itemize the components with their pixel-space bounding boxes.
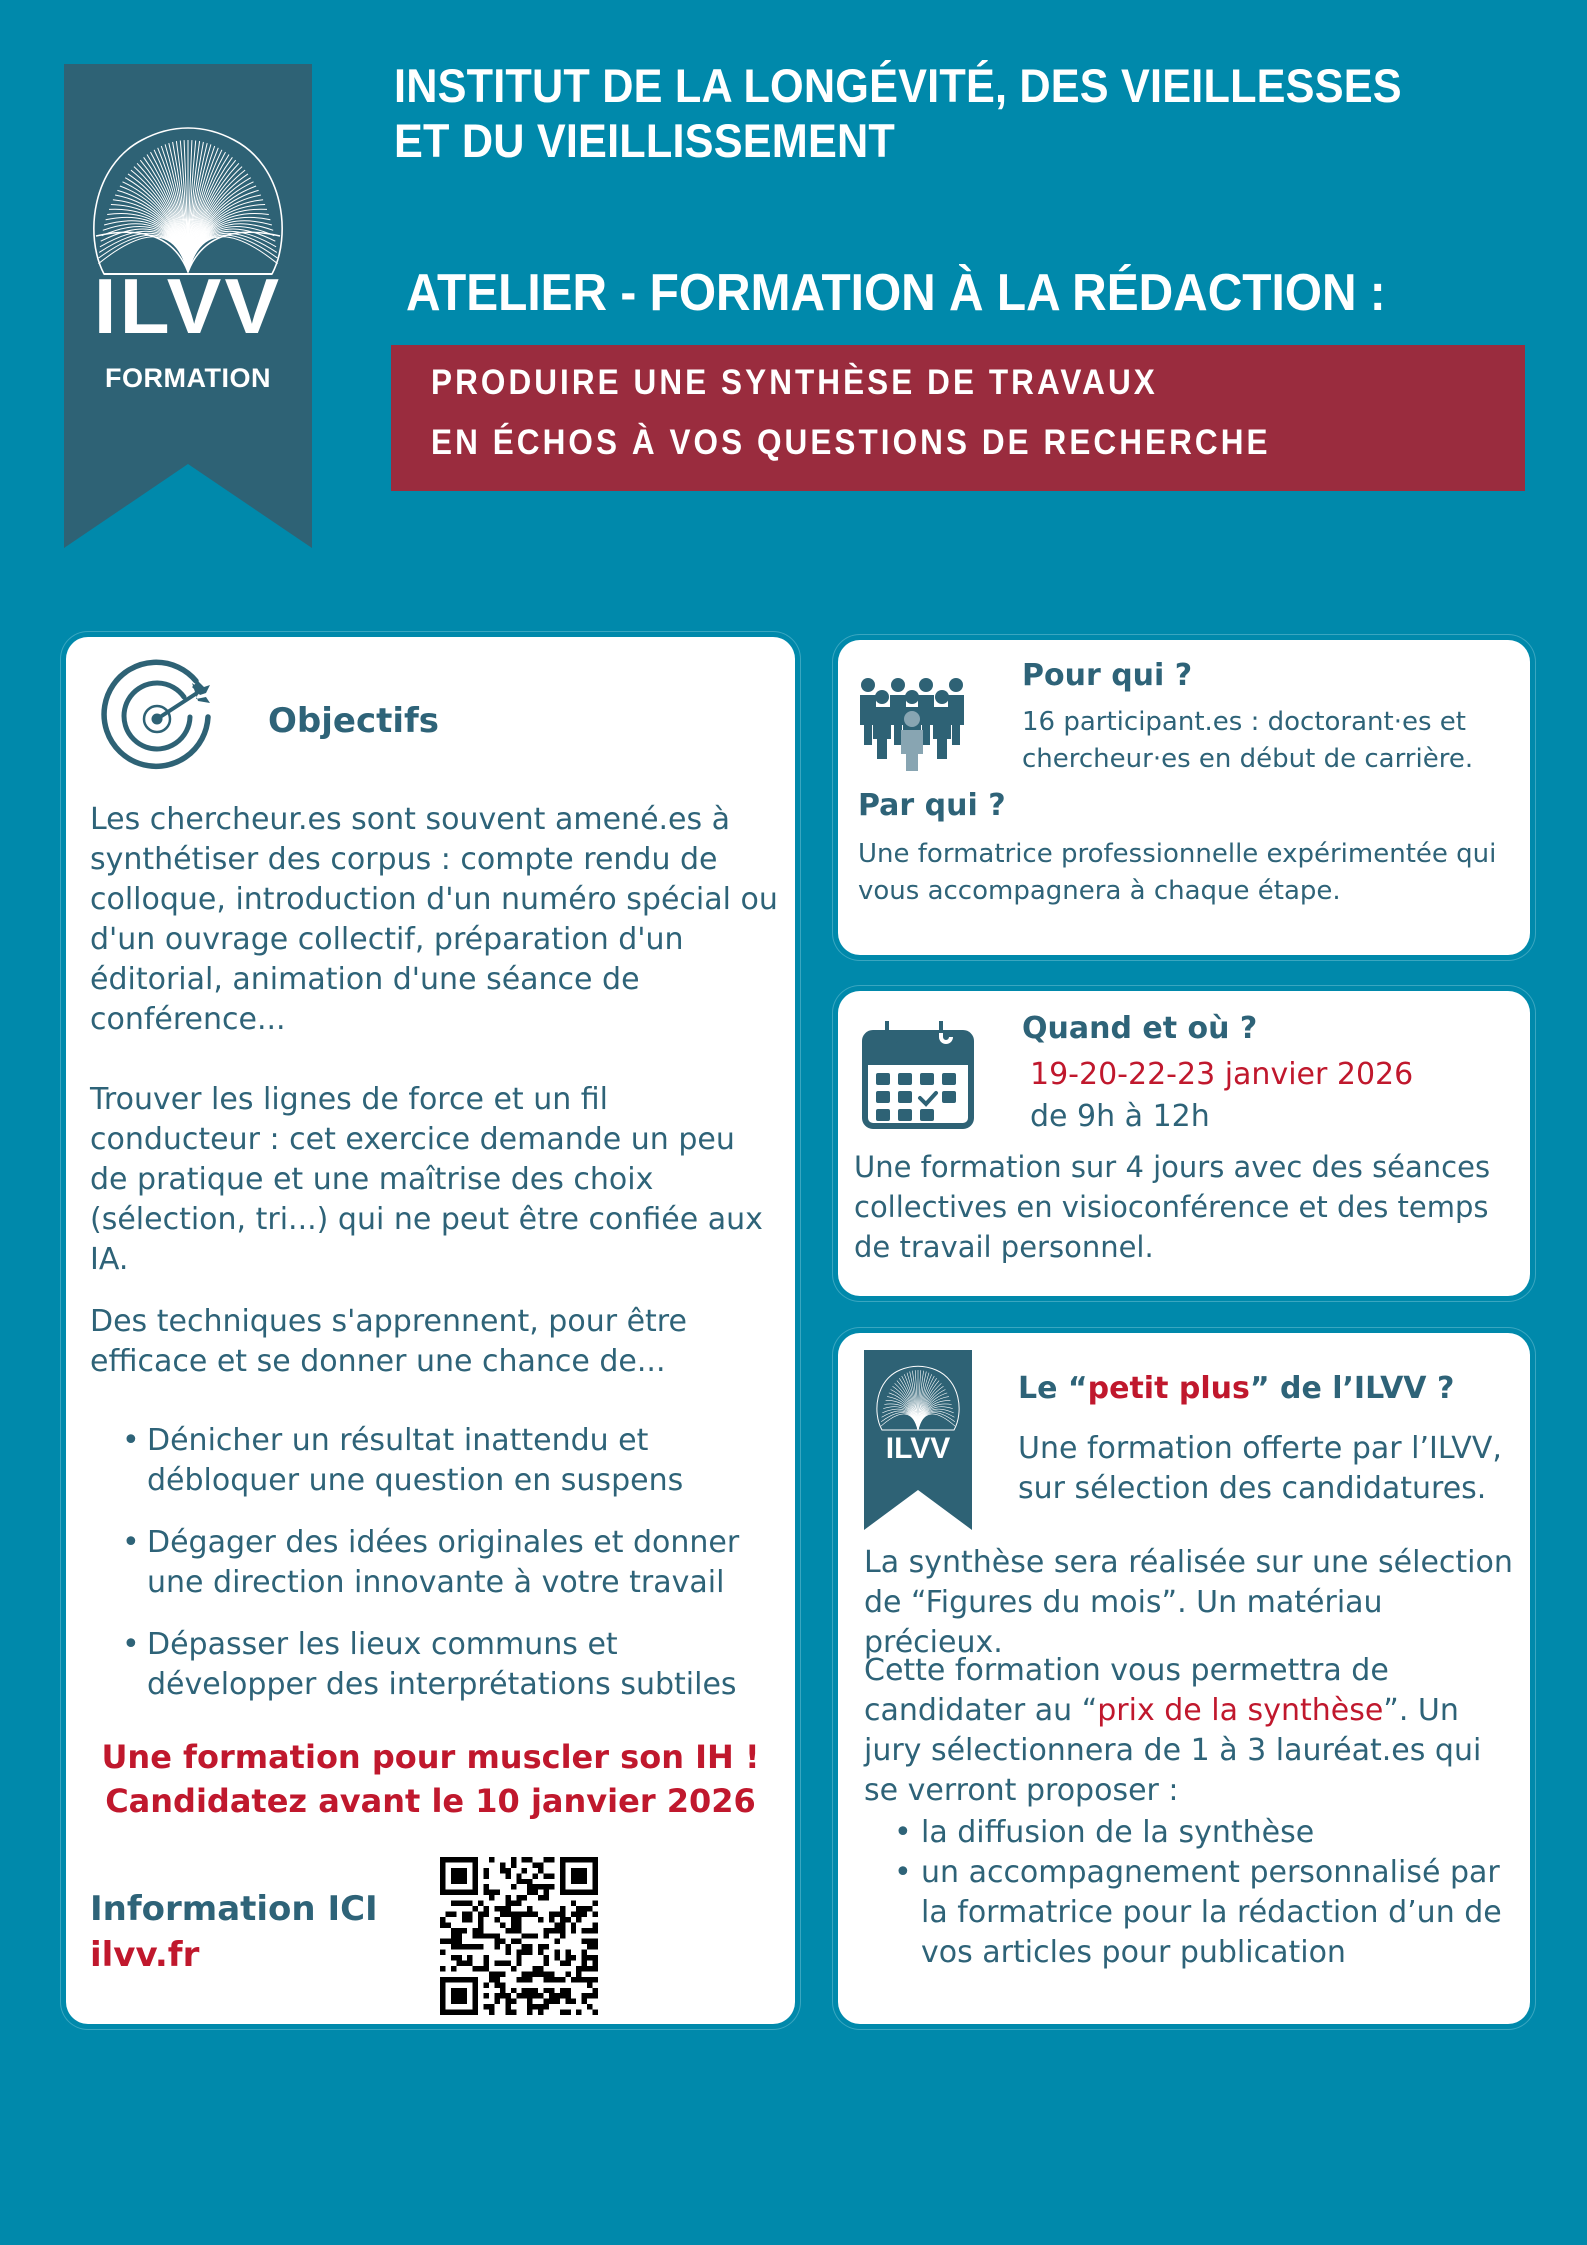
website-link[interactable]: ilvv.fr bbox=[90, 1935, 200, 1975]
list-item: • Dénicher un résultat inattendu et débloquer une question en suspens bbox=[90, 1421, 790, 1501]
prix-highlight: prix de la synthèse bbox=[1097, 1693, 1384, 1728]
petit-plus-text-1: Une formation offerte par l’ILVV, sur sélection des candidatures. bbox=[1018, 1431, 1502, 1506]
list-item: • Dégager des idées originales et donner une direction innovante à votre travail bbox=[90, 1523, 790, 1603]
title-prefix: Le “ bbox=[1018, 1371, 1088, 1406]
session-hours: de 9h à 12h bbox=[1030, 1099, 1210, 1134]
calendar-check-icon bbox=[862, 1019, 974, 1129]
pour-qui-card bbox=[838, 640, 1530, 955]
brand-name: ILVV bbox=[93, 262, 283, 350]
quand-description: Une formation sur 4 jours avec des séances collectives en visioconférence et des temps de travail personnel. bbox=[854, 1150, 1491, 1264]
information-label: Information ICI bbox=[90, 1889, 378, 1929]
objectifs-title: Objectifs bbox=[268, 701, 440, 741]
fan-tree-logo-icon bbox=[92, 126, 284, 276]
target-icon bbox=[100, 659, 216, 775]
ilvv-formation-ribbon bbox=[64, 64, 312, 548]
list-item: • Dépasser les lieux communs et développer des interprétations subtiles bbox=[90, 1625, 790, 1705]
qr-code-icon[interactable] bbox=[440, 1857, 598, 2015]
objectifs-card bbox=[66, 637, 795, 2024]
institute-title-line1: INSTITUT DE LA LONGÉVITÉ, DES VIEILLESSES bbox=[394, 59, 1402, 112]
quand-et-ou-card bbox=[838, 991, 1530, 1296]
atelier-title: ATELIER - FORMATION À LA RÉDACTION : bbox=[406, 264, 1386, 322]
petit-plus-card bbox=[838, 1333, 1530, 2024]
pour-qui-title: Pour qui ? bbox=[1022, 658, 1193, 693]
mini-brand-text: ILVV bbox=[885, 1432, 951, 1465]
banner-line2: EN ÉCHOS À VOS QUESTIONS DE RECHERCHE bbox=[431, 423, 1271, 462]
petit-plus-text-3 bbox=[864, 1651, 1524, 1811]
session-dates: 19-20-22-23 janvier 2026 bbox=[1030, 1057, 1414, 1092]
petit-plus-text-2: La synthèse sera réalisée sur une sélection de “Figures du mois”. Un matériau précieux. bbox=[864, 1545, 1513, 1660]
objectifs-bullet-list bbox=[90, 1421, 790, 1727]
institute-title bbox=[394, 58, 1452, 168]
pour-qui-text: 16 participant.es : doctorant·es et chercheur·es en début de carrière. bbox=[1022, 707, 1474, 774]
list-item: • la diffusion de la synthèse bbox=[864, 1813, 1524, 1853]
call-to-action bbox=[66, 1735, 795, 1823]
title-highlight: petit plus bbox=[1087, 1371, 1250, 1406]
brand-subtitle: FORMATION bbox=[105, 363, 271, 393]
text3-prefix: Cette formation vous permettra de candidater au “ bbox=[864, 1653, 1389, 1728]
banner-line1: PRODUIRE UNE SYNTHÈSE DE TRAVAUX bbox=[431, 363, 1158, 402]
par-qui-text: Une formatrice professionnelle expérimentée qui vous accompagnera à chaque étape. bbox=[858, 839, 1497, 906]
petit-plus-bullet-list bbox=[864, 1813, 1524, 1973]
petit-plus-title bbox=[1018, 1371, 1454, 1406]
quand-title: Quand et où ? bbox=[1022, 1011, 1258, 1046]
cta-line2: Candidatez avant le 10 janvier 2026 bbox=[105, 1782, 756, 1820]
cta-line1: Une formation pour muscler son IH ! bbox=[101, 1738, 760, 1776]
objectifs-paragraph-3: Des techniques s'apprennent, pour être efficace et se donner une chance de... bbox=[90, 1304, 687, 1379]
objectifs-paragraph-2: Trouver les lignes de force et un fil conducteur : cet exercice demande un peu de pratique et une maîtrise des choix (sélection, tri...) qui ne peut être confiée aux IA. bbox=[90, 1082, 763, 1277]
text3-suffix: ”. Un jury sélectionnera de 1 à 3 lauréat.es qui se verront proposer : bbox=[864, 1693, 1482, 1808]
people-group-icon bbox=[858, 675, 966, 771]
institute-title-line2: ET DU VIEILLISSEMENT bbox=[394, 114, 895, 167]
ilvv-ribbon-icon bbox=[864, 1350, 972, 1530]
title-suffix: ” de l’ILVV ? bbox=[1249, 1371, 1455, 1406]
list-item: • un accompagnement personnalisé par la formatrice pour la rédaction d’un de vos articles pour publication bbox=[864, 1853, 1524, 1973]
objectifs-paragraph-1: Les chercheur.es sont souvent amené.es à synthétiser des corpus : compte rendu de colloque, introduction d'un numéro spécial ou d'un ouvrage collectif, préparation d'un éditorial, animation d'une séance de conférence... bbox=[90, 802, 778, 1037]
par-qui-title: Par qui ? bbox=[858, 788, 1006, 823]
subtitle-banner bbox=[391, 345, 1525, 491]
